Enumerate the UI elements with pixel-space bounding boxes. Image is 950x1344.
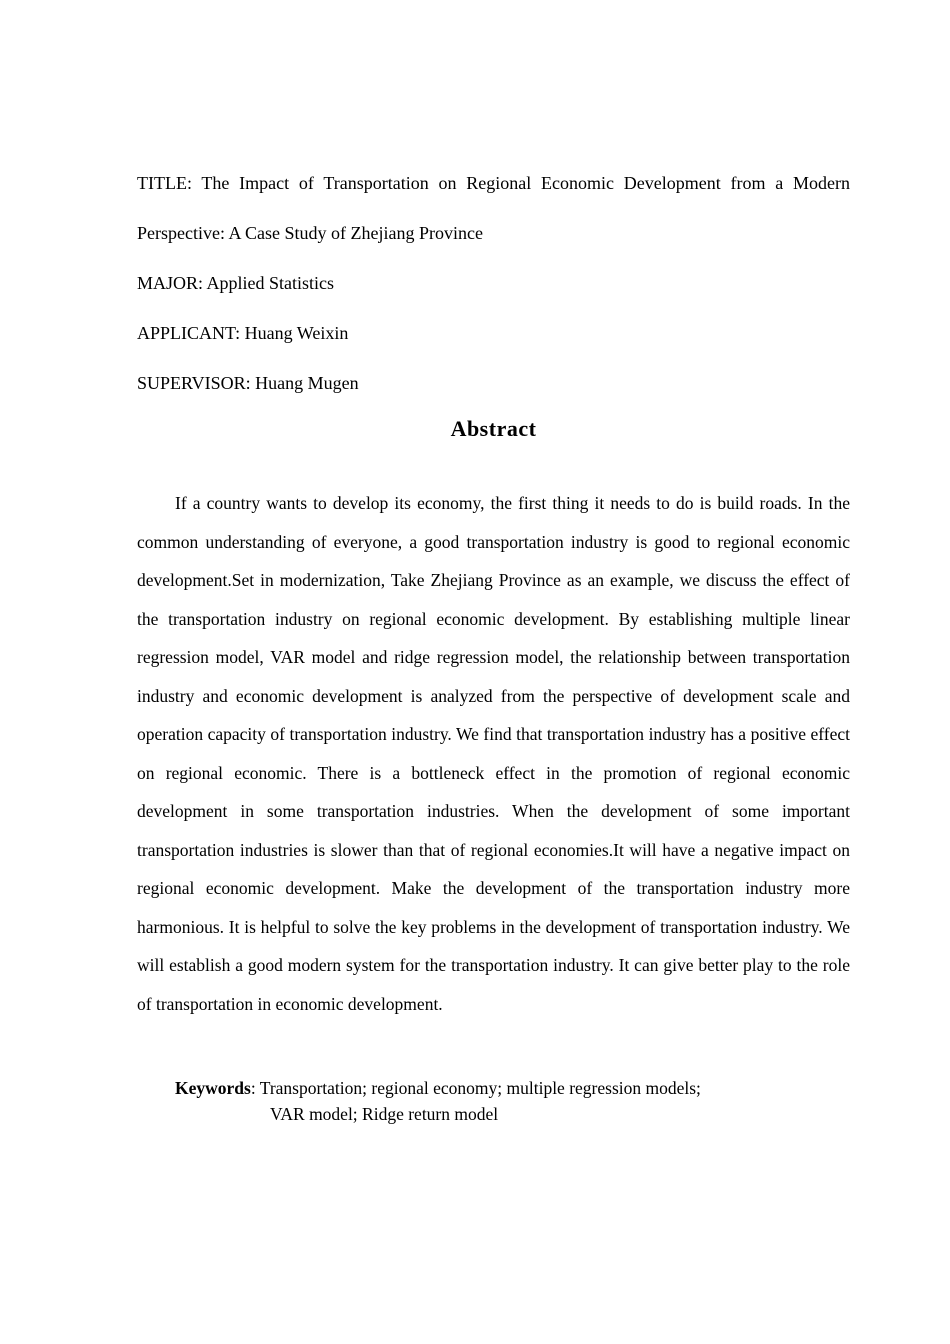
keywords-line2: VAR model; Ridge return model [270,1104,499,1124]
applicant-line: APPLICANT: Huang Weixin [137,323,349,343]
keywords-line1: : Transportation; regional economy; multiple regression models; [250,1078,701,1098]
abstract-paragraph: If a country wants to develop its economy, the first thing it needs to do is build roads. In the common understanding of everyone, a good transportation industry is good to regional economic development.Set in modernization, Take Zhejiang Province as an example, we discuss the effect of the transportation industry on regional economic development. By establishing multiple linear regression model, VAR model and ridge regression model, the relationship between transportation industry and economic development is analyzed from the perspective of development scale and operation capacity of transportation industry. We find that transportation industry has a positive effect on regional economic. There is a bottleneck effect in the promotion of regional economic development in some transportation industries. When the development of some important transportation industries is slower than that of regional economies.It will have a negative impact on regional economic development. Make the development of the transportation industry more harmonious. It is helpful to solve the key problems in the development of transportation industry. We will establish a good modern system for the transportation industry. It can give better play to the role of transportation in economic development. [137,493,850,1014]
abstract-heading: Abstract [450,416,537,441]
keywords-label: Keywords [175,1078,251,1098]
title-line: TITLE: The Impact of Transportation on Regional Economic Development from a Modern Perspective: A Case Study of Zhejiang Province [137,173,850,243]
major-line: MAJOR: Applied Statistics [137,273,335,293]
keywords-block [137,1075,850,1127]
supervisor-line: SUPERVISOR: Huang Mugen [137,373,359,393]
thesis-header [137,158,850,408]
